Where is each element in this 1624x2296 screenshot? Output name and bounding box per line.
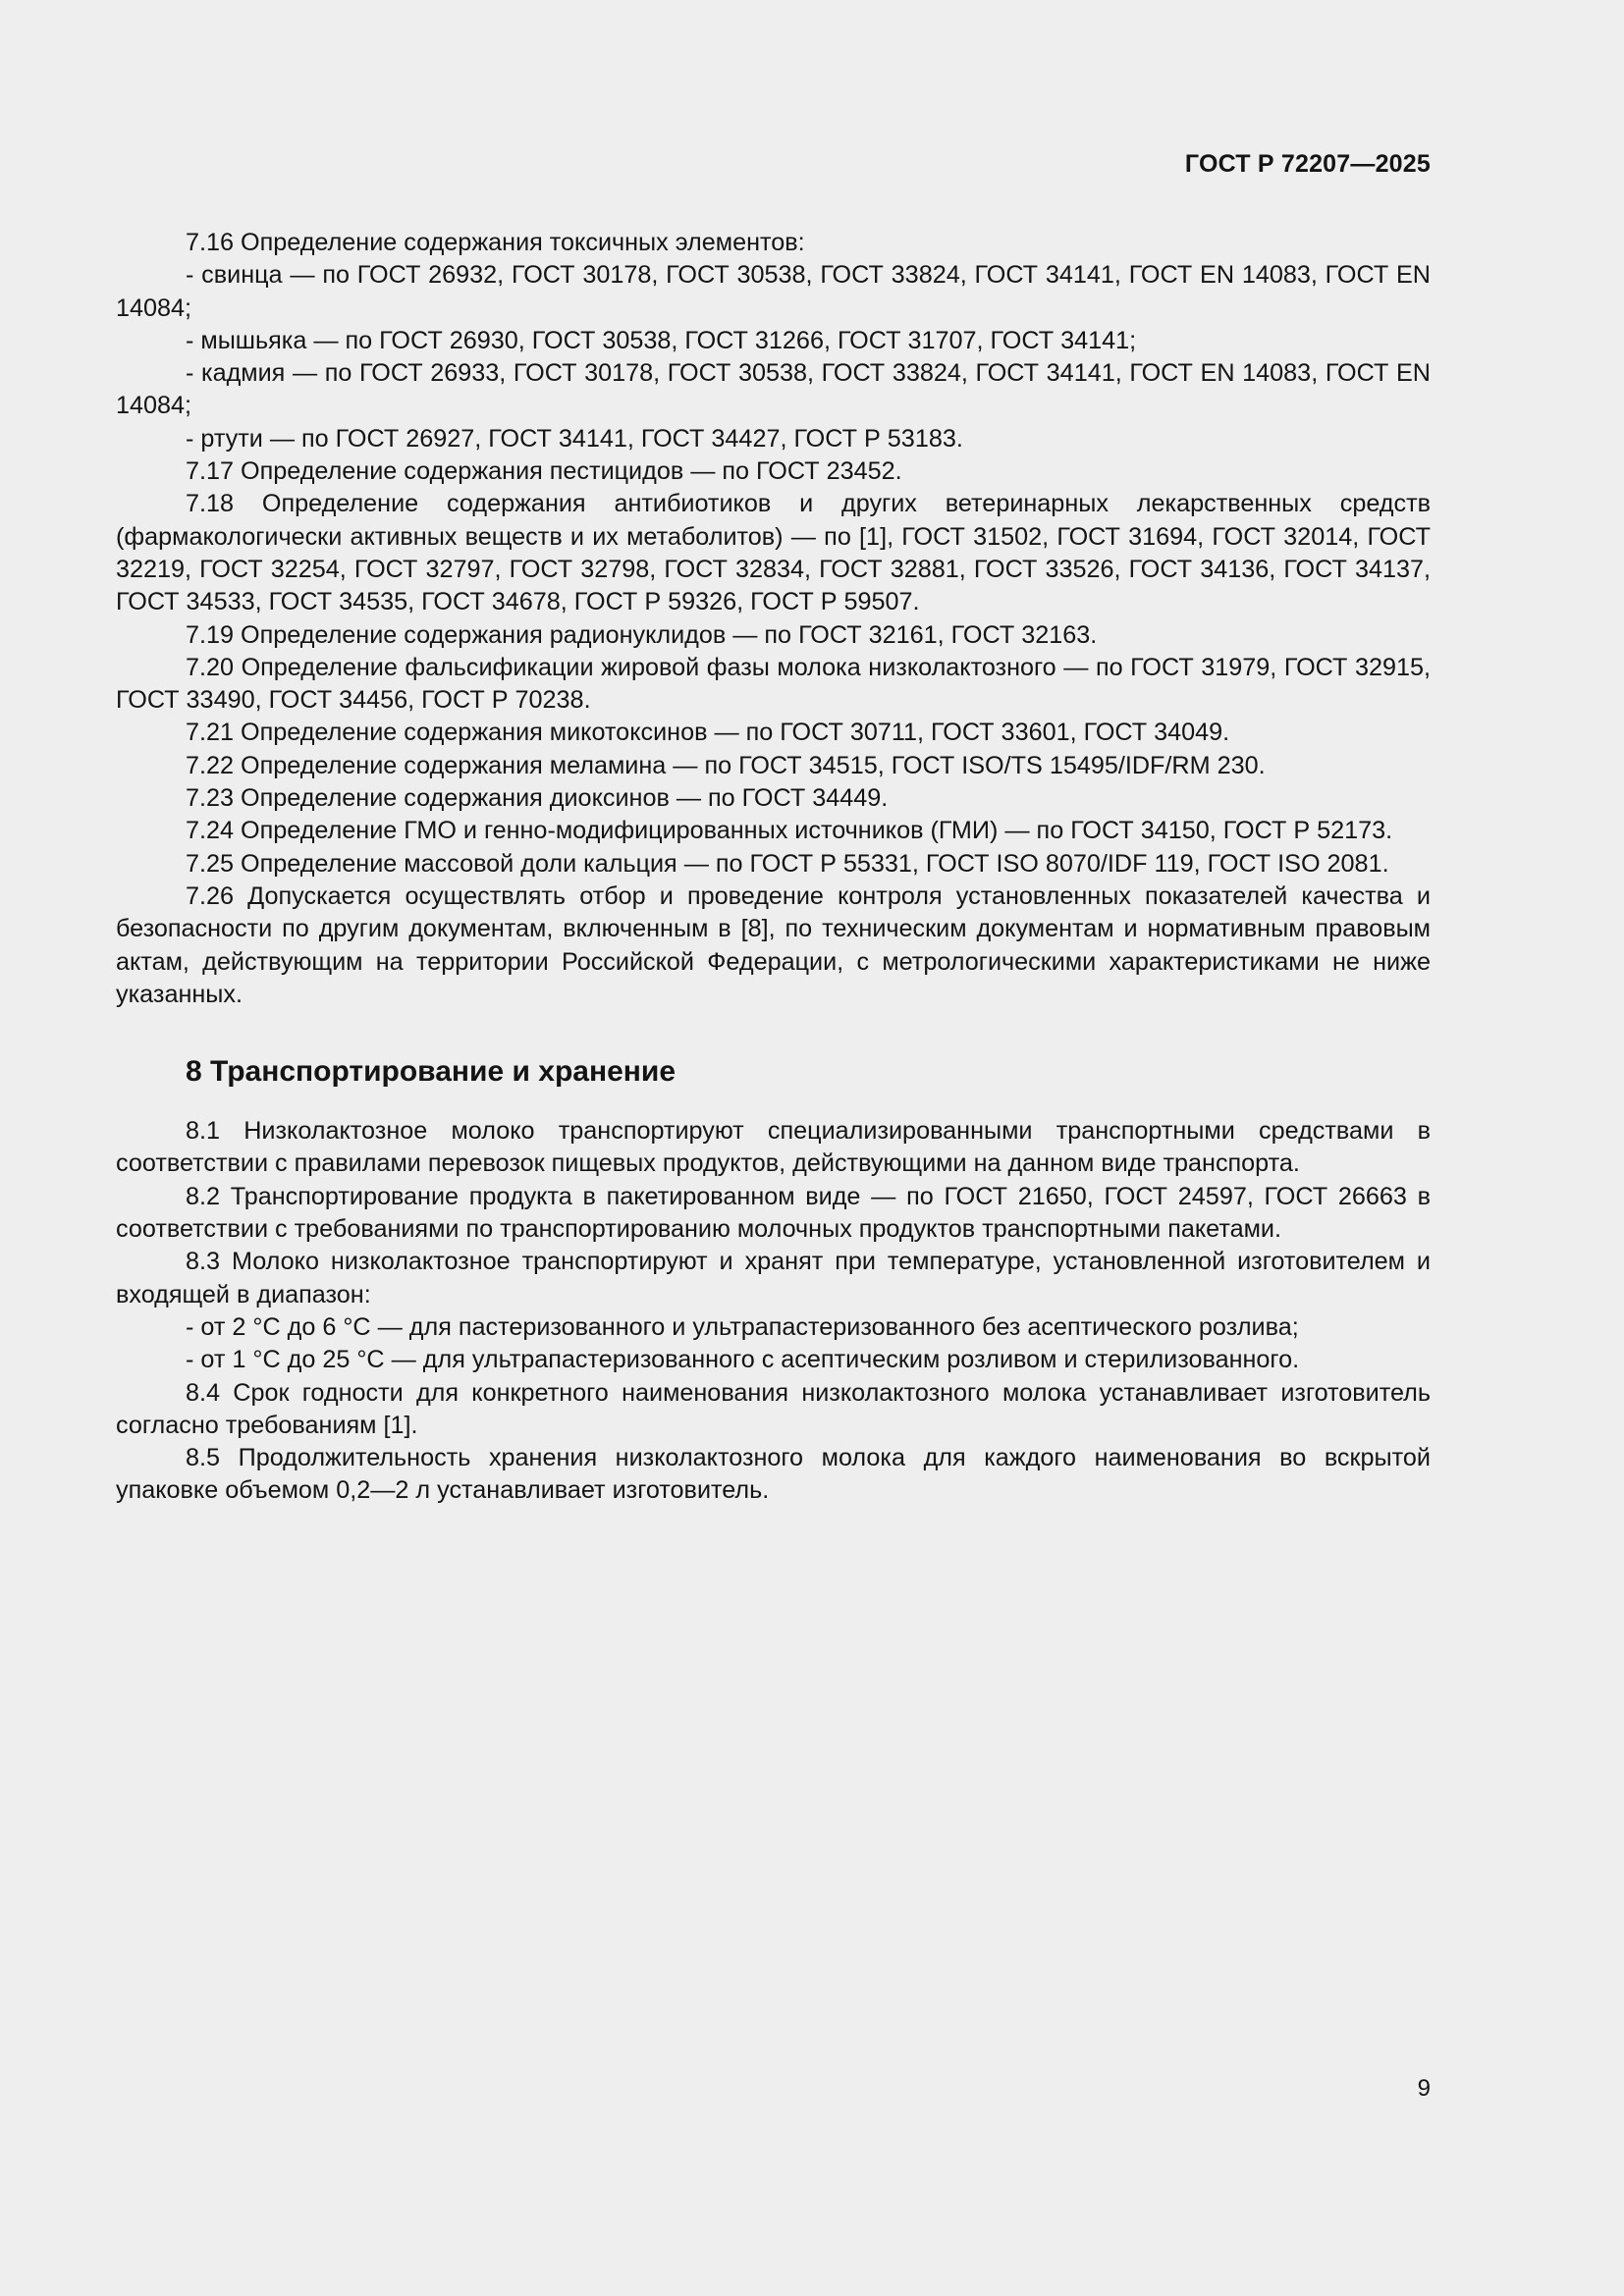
clause-8-2: 8.2 Транспортирование продукта в пакетированном виде — по ГОСТ 21650, ГОСТ 24597, ГОСТ 26663 в соответствии с требованиями по транспортированию молочных продуктов транспортными пакетами. [116,1182,1431,1244]
clause-8-3: 8.3 Молоко низколактозное транспортируют и хранят при температуре, установленной изготовителем и входящей в диапазон: [116,1248,1431,1308]
page-number: 9 [1417,2075,1431,2102]
clause-7-23: 7.23 Определение содержания диоксинов — по ГОСТ 34449. [186,784,889,813]
clause-7-26: 7.26 Допускается осуществлять отбор и проведение контроля установленных показателей качества и безопасности по другим документам, включенным в [8], по техническим документам и нормативным правовым актам, действующим на территории Российской Федерации, с метрологическими характеристиками не ниже указанных. [116,881,1431,1008]
clause-7-21: 7.21 Определение содержания микотоксинов — по ГОСТ 30711, ГОСТ 33601, ГОСТ 34049. [186,719,1230,747]
clause-7-25: 7.25 Определение массовой доли кальция — по ГОСТ Р 55331, ГОСТ ISO 8070/IDF 119, ГОСТ ISO 2081. [186,849,1389,878]
clause-7-22: 7.22 Определение содержания меламина — по ГОСТ 34515, ГОСТ ISO/TS 15495/IDF/RM 230. [186,751,1266,779]
clause-7-16: 7.16 Определение содержания токсичных элементов: [186,229,805,256]
clause-7-20: 7.20 Определение фальсификации жировой фазы молока низколактозного — по ГОСТ 31979, ГОСТ 32915, ГОСТ 33490, ГОСТ 34456, ГОСТ Р 70238. [116,653,1431,715]
document-code: ГОСТ Р 72207—2025 [1184,150,1431,178]
section-8-title: 8 Транспортирование и хранение [186,1055,677,1089]
clause-8-5: 8.5 Продолжительность хранения низколактозного молока для каждого наименования во вскрытой упаковке объемом 0,2—2 л устанавливает изготовитель. [116,1444,1431,1505]
list-item-cadmium: - кадмия — по ГОСТ 26933, ГОСТ 30178, ГОСТ 30538, ГОСТ 33824, ГОСТ 34141, ГОСТ EN 14083, ГОСТ EN 14084; [116,359,1431,420]
section-spacer [116,1011,1431,1053]
list-item-mercury: - ртути — по ГОСТ 26927, ГОСТ 34141, ГОСТ 34427, ГОСТ Р 53183. [186,424,963,453]
clause-7-18: 7.18 Определение содержания антибиотиков и других ветеринарных лекарственных средств (фармакологически активных веществ и их метаболитов) — по [1], ГОСТ 31502, ГОСТ 31694, ГОСТ 32014, ГОСТ 32219, ГОСТ 32254, ГОСТ 32797, ГОСТ 32798, ГОСТ 32834, ГОСТ 32881, ГОСТ 33526, ГОСТ 34136, ГОСТ 34137, ГОСТ 34533, ГОСТ 34535, ГОСТ 34678, ГОСТ Р 59326, ГОСТ Р 59507. [116,490,1431,616]
list-item-lead: - свинца — по ГОСТ 26932, ГОСТ 30178, ГОСТ 30538, ГОСТ 33824, ГОСТ 34141, ГОСТ EN 14083, ГОСТ EN 14084; [116,261,1431,322]
clause-8-4: 8.4 Срок годности для конкретного наименования низколактозного молока устанавливает изготовитель согласно требованиям [1]. [116,1378,1431,1439]
list-item-arsenic: - мышьяка — по ГОСТ 26930, ГОСТ 30538, ГОСТ 31266, ГОСТ 31707, ГОСТ 34141; [186,326,1137,354]
list-item-temperature-2: - от 1 °С до 25 °С — для ультрапастеризованного с асептическим розливом и стерилизованного. [186,1346,1300,1374]
clause-7-24: 7.24 Определение ГМО и генно-модифицированных источников (ГМИ) — по ГОСТ 34150, ГОСТ Р 52173. [186,817,1393,845]
clause-8-1: 8.1 Низколактозное молоко транспортируют специализированными транспортными средствами в соответствии с правилами перевозок пищевых продуктов, действующими на данном виде транспорта. [116,1117,1431,1178]
section-spacer [116,1091,1431,1115]
list-item-temperature-1: - от 2 °С до 6 °С — для пастеризованного и ультрапастеризованного без асептического розлива; [186,1312,1299,1341]
clause-7-17: 7.17 Определение содержания пестицидов — по ГОСТ 23452. [186,457,902,486]
page-content [116,227,1431,1508]
clause-7-19: 7.19 Определение содержания радионуклидов — по ГОСТ 32161, ГОСТ 32163. [186,620,1098,649]
